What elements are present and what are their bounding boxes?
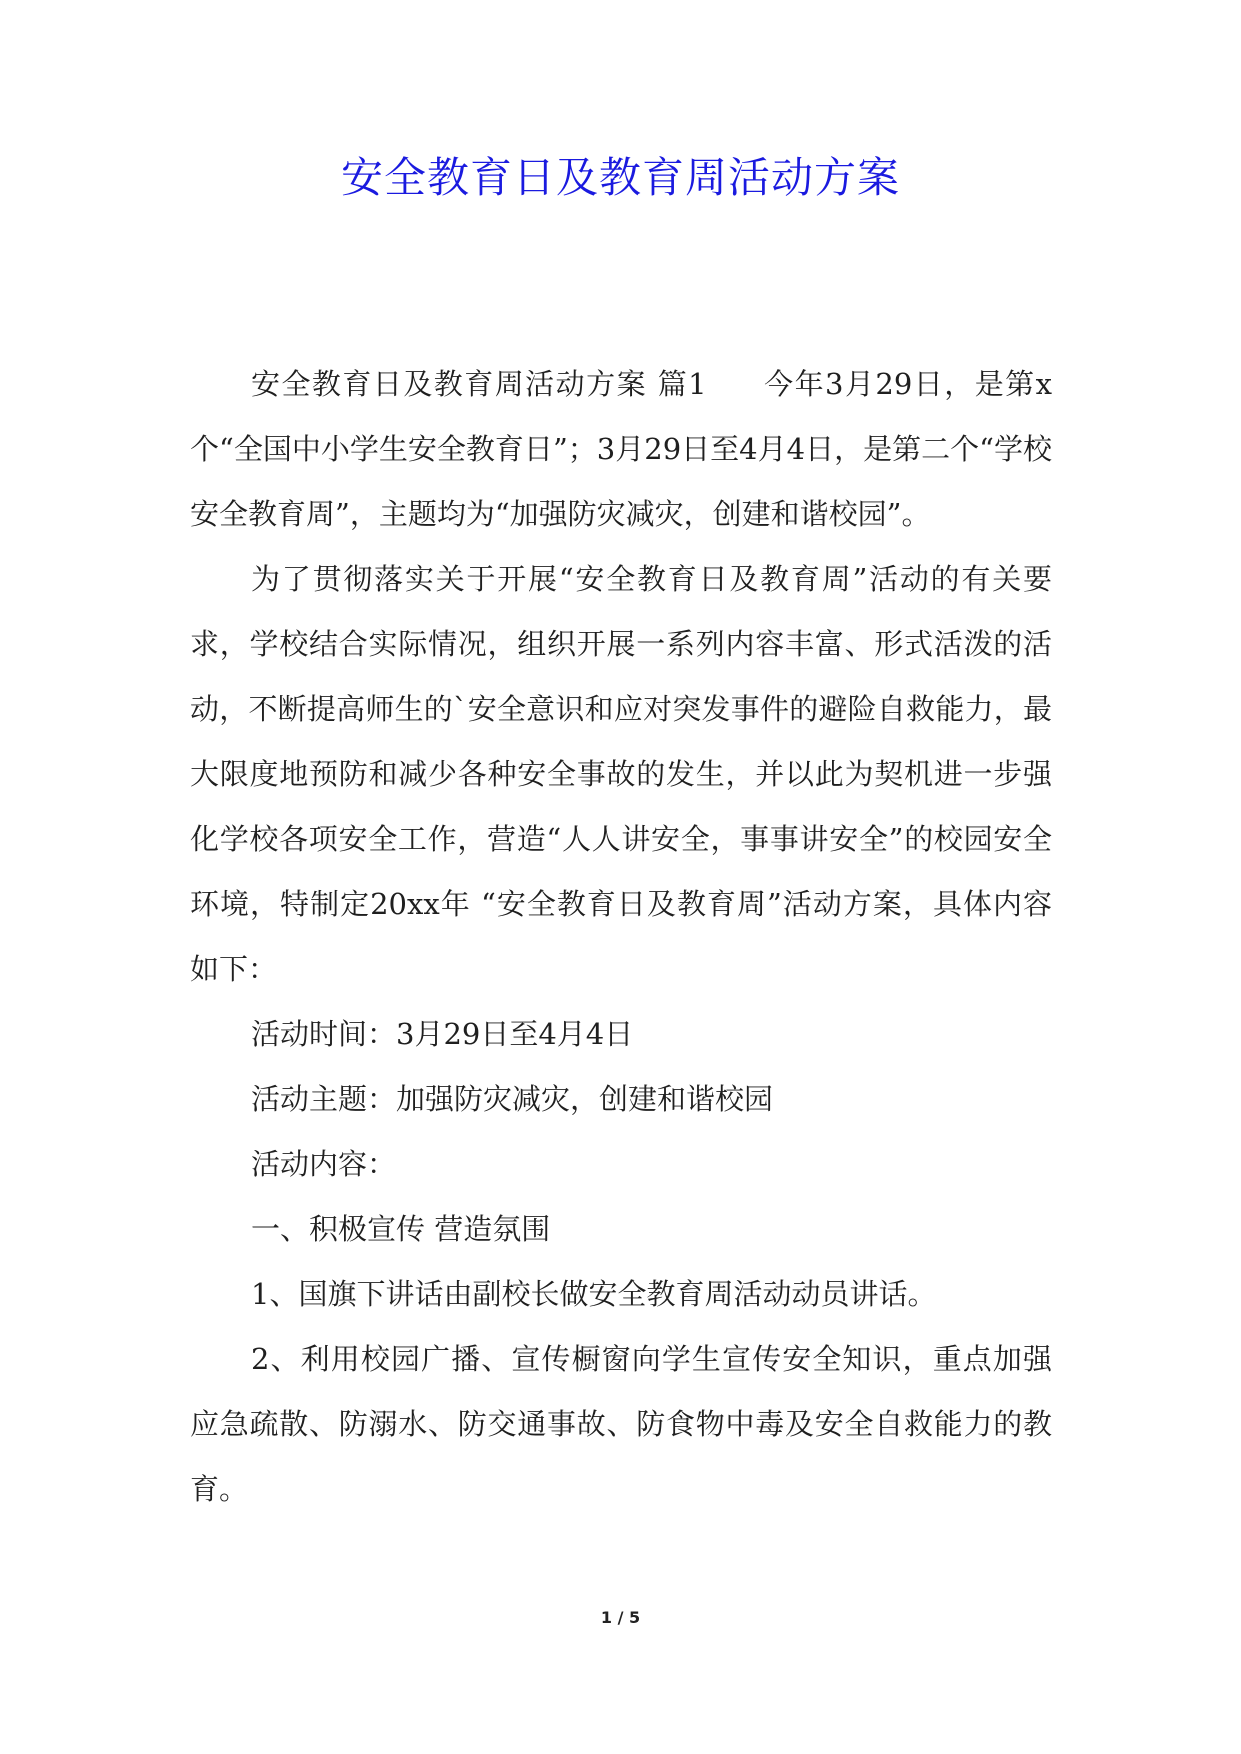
page-number: 1 / 5 [600,1608,641,1627]
section-heading-1: 一、积极宣传 营造氛围 [251,1212,551,1246]
document-title: 安全教育日及教育周活动方案 [340,153,900,202]
paragraph-purpose: 为了贯彻落实关于开展“安全教育日及教育周”活动的有关要求，学校结合实际情况，组织开展一系列内容丰富、形式活泼的活动，不断提高师生的`安全意识和应对突发事件的避险自救能力，最大限度地预防和减少各种安全事故的发生，并以此为契机进一步强化学校各项安全工作，营造“人人讲安全，事事讲安全”的校园安全环境，特制定20xx年 “安全教育日及教育周”活动方案，具体内容如下： [190,562,1052,986]
intro-paragraph [190,352,1052,547]
intro-text: 今年3月29日，是第x个“全国中小学生安全教育日”；3月29日至4月4日，是第二个“学校安全教育周”，主题均为“加强防灾减灾，创建和谐校园”。 [190,367,1052,531]
paragraph-activity-theme: 活动主题：加强防灾减灾，创建和谐校园 [251,1082,774,1116]
list-item-1: 1、国旗下讲话由副校长做安全教育周活动动员讲话。 [251,1277,937,1311]
paragraph-activity-content: 活动内容： [251,1147,397,1181]
document-body [190,352,1052,1522]
list-item-2: 2、利用校园广播、宣传橱窗向学生宣传安全知识，重点加强应急疏散、防溺水、防交通事故、防食物中毒及安全自救能力的教育。 [190,1342,1052,1506]
intro-heading: 安全教育日及教育周活动方案 篇1 [251,367,707,401]
paragraph-activity-time: 活动时间：3月29日至4月4日 [251,1017,634,1051]
